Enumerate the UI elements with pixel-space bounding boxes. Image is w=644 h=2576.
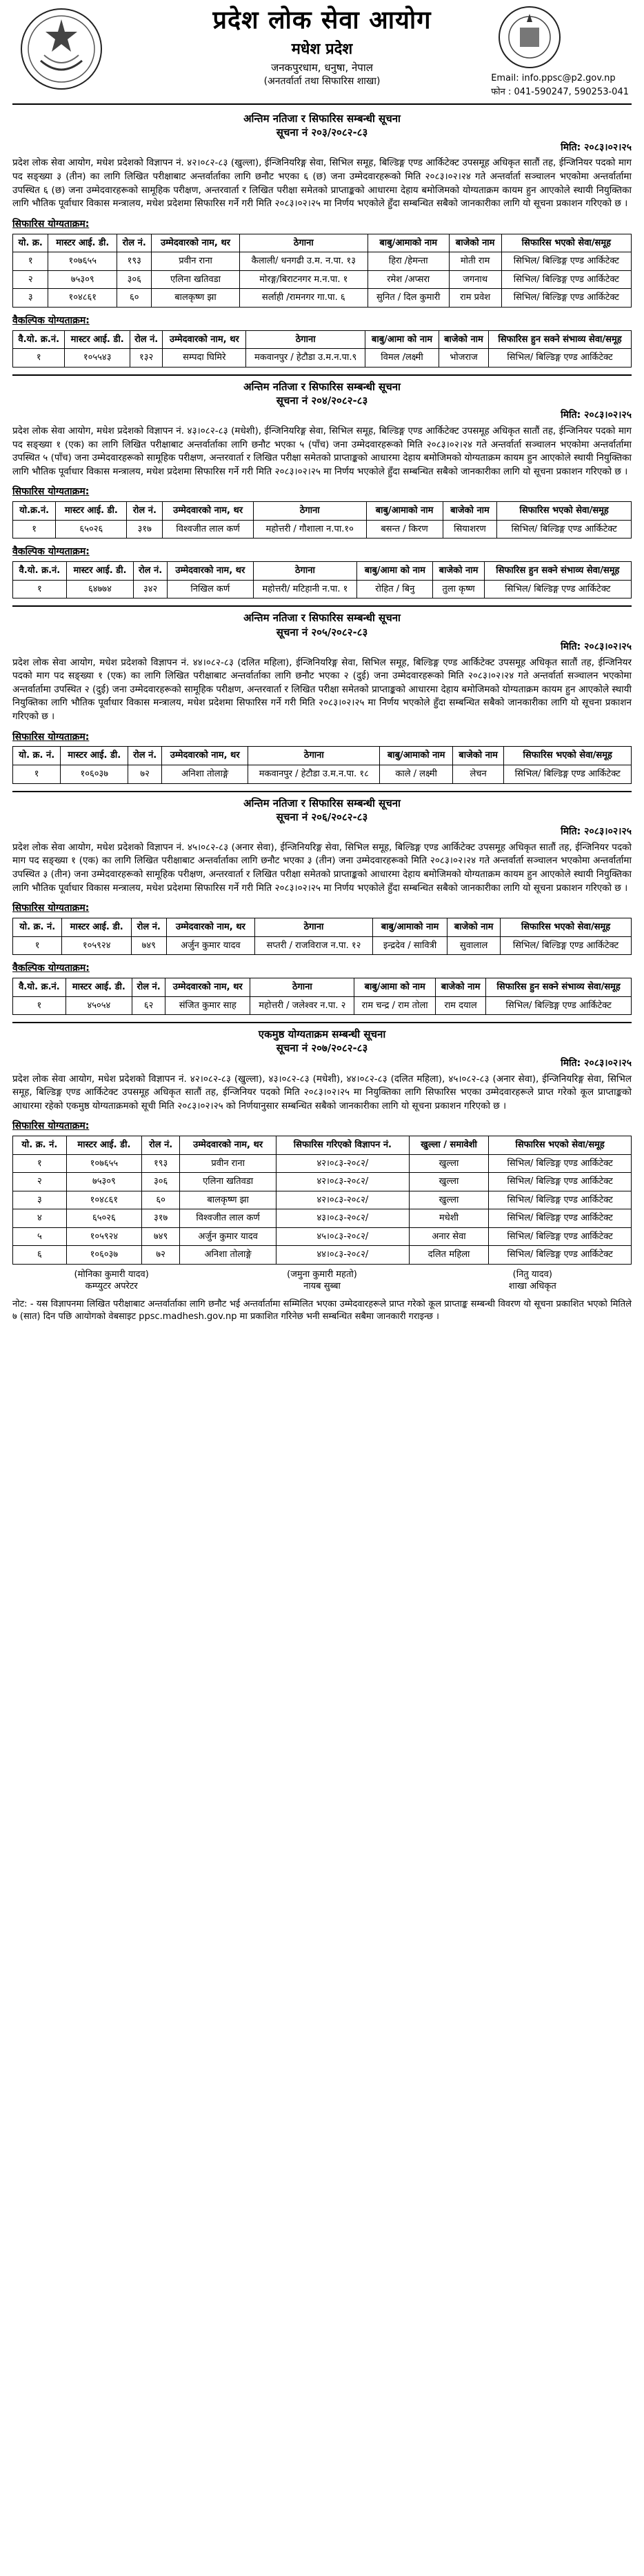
table-cell: मकवानपुर / हेटौडा उ.म.न.पा.९ <box>246 349 365 368</box>
notice-date: मिति: २०८३।०२।२५ <box>561 826 632 837</box>
notice-section <box>12 605 632 783</box>
signature-block <box>12 1269 632 1293</box>
table-cell: कैलाली/ धनगढी उ.म. न.पा. १३ <box>239 252 368 271</box>
results-table <box>12 501 632 539</box>
table-header-row <box>13 502 632 521</box>
table-cell: १ <box>13 1154 67 1173</box>
table-caption: वैकल्पिक योग्यताक्रम: <box>12 546 90 558</box>
table-cell: ३०६ <box>142 1173 180 1191</box>
table-cell: २ <box>13 270 48 289</box>
column-header: सिफारिस हुन सक्ने संभाव्य सेवा/समूह <box>486 978 632 997</box>
table-header-row <box>13 330 632 349</box>
table-header-row <box>13 918 632 937</box>
table-cell: राम दयाल <box>435 996 485 1015</box>
table-cell: ६५०२६ <box>56 520 127 539</box>
table-cell: १ <box>13 580 67 598</box>
table-cell: मधेशी <box>409 1209 489 1228</box>
table-cell: सिभिल/ बिल्डिङ्ग एण्ड आर्किटेक्ट <box>501 252 631 271</box>
column-header: बाबु/आमाको नाम <box>368 234 449 252</box>
table-cell: १ <box>13 349 65 368</box>
column-header: रोल नं. <box>134 562 168 581</box>
table-cell: जगनाथ <box>449 270 501 289</box>
table-cell: ३ <box>13 1191 67 1209</box>
column-header: यो. क्र. नं. <box>13 1136 67 1155</box>
table-cell: २ <box>13 1173 67 1191</box>
column-header: ठेगाना <box>248 747 380 765</box>
table-caption: सिफारिस योग्यताक्रम: <box>12 218 90 230</box>
table-cell: १०४८६१ <box>48 289 117 308</box>
column-header: रोल नं. <box>142 1136 180 1155</box>
table-cell: ४२।०८३-२०८२/ <box>276 1154 410 1173</box>
table-cell: सिभिल/ बिल्डिङ्ग एण्ड आर्किटेक्ट <box>489 1191 632 1209</box>
column-header: ठेगाना <box>246 330 365 349</box>
column-header: बाजेको नाम <box>452 747 504 765</box>
table-cell: एलिना खतिवडा <box>180 1173 276 1191</box>
province-name: मधेश प्रदेश <box>291 40 353 58</box>
table-row <box>13 1191 632 1209</box>
table-cell: सिभिल/ बिल्डिङ्ग एण्ड आर्किटेक्ट <box>489 1227 632 1246</box>
column-header: उम्मेदवारको नाम, थर <box>166 918 255 937</box>
column-header: मास्टर आई. डी. <box>61 747 128 765</box>
column-header: रोल नं. <box>132 978 165 997</box>
table-cell: अर्जुन कुमार यादव <box>166 936 255 955</box>
table-cell: १ <box>13 936 62 955</box>
column-header: ठेगाना <box>253 562 357 581</box>
table-cell: ५ <box>13 1227 67 1246</box>
org-name: प्रदेश लोक सेवा आयोग <box>212 6 432 34</box>
notice-date: मिति: २०८३।०२।२५ <box>561 141 632 153</box>
notice-section <box>12 374 632 599</box>
table-cell: ६२ <box>132 996 165 1015</box>
notice-number: सूचना नं २०६/२०८२-८३ <box>276 810 368 823</box>
table-row <box>13 349 632 368</box>
letterhead <box>12 0 632 105</box>
table-cell: ६४७७४ <box>66 580 133 598</box>
column-header: बाजेको नाम <box>439 330 488 349</box>
column-header: रोल नं. <box>128 747 162 765</box>
table-row <box>13 580 632 598</box>
table-row <box>13 936 632 955</box>
table-cell: १०७६५५ <box>66 1154 142 1173</box>
notice-title: अन्तिम नतिजा र सिफारिस सम्बन्धी सूचना <box>243 796 401 809</box>
table-cell: बसन्त / किरण <box>366 520 443 539</box>
table-cell: १ <box>13 252 48 271</box>
table-cell: ७२ <box>142 1246 180 1265</box>
column-header: उम्मेदवारको नाम, थर <box>163 330 246 349</box>
table-cell: मोरङ्ग/बिराटनगर म.न.पा. १ <box>239 270 368 289</box>
results-table <box>12 918 632 955</box>
column-header: यो. क्र. नं. <box>13 747 61 765</box>
table-cell: तुला कृष्ण <box>433 580 484 598</box>
table-cell: सिभिल/ बिल्डिङ्ग एण्ड आर्किटेक्ट <box>501 270 631 289</box>
table-cell: ७४९ <box>142 1227 180 1246</box>
table-cell: सिभिल/ बिल्डिङ्ग एण्ड आर्किटेक्ट <box>486 996 632 1015</box>
section-divider <box>12 605 632 607</box>
table-cell: खुल्ला <box>409 1154 489 1173</box>
table-cell: विश्वजीत लाल कर्ण <box>163 520 254 539</box>
table-header-row <box>13 1136 632 1155</box>
table-cell: महोत्तरी / गौशाला न.पा.१० <box>254 520 367 539</box>
results-table <box>12 561 632 598</box>
table-cell: १०५५४३ <box>65 349 130 368</box>
table-cell: सिभिल/ बिल्डिङ्ग एण्ड आर्किटेक्ट <box>501 936 632 955</box>
column-header: सिफारिस भएको सेवा/समूह <box>504 747 632 765</box>
table-cell: ४२।०८३-२०८२/ <box>276 1173 410 1191</box>
table-header-row <box>13 747 632 765</box>
table-cell: सुनित / दिल कुमारी <box>368 289 449 308</box>
table-cell: १९३ <box>117 252 152 271</box>
table-cell: ६५०२६ <box>66 1209 142 1228</box>
column-header: बाबु/आमा को नाम <box>354 978 435 997</box>
column-header: उम्मेदवारको नाम, थर <box>152 234 240 252</box>
column-header: ठेगाना <box>250 978 354 997</box>
table-cell: सर्लाही /रामनगर गा.पा. ६ <box>239 289 368 308</box>
table-cell: राम प्रवेश <box>449 289 501 308</box>
signature-name: (नितु यादव) <box>512 1269 552 1280</box>
signature-3 <box>434 1269 632 1293</box>
column-header: बाबु/आमाको नाम <box>380 747 452 765</box>
column-header: बाजेको नाम <box>433 562 484 581</box>
table-cell: हिरा /हेमन्ता <box>368 252 449 271</box>
notice-date: मिति: २०८३।०२।२५ <box>561 1057 632 1069</box>
table-cell: १०६०३७ <box>66 1246 142 1265</box>
table-cell: ३ <box>13 289 48 308</box>
org-address: जनकपुरधाम, धनुषा, नेपाल <box>271 61 373 74</box>
table-caption: वैकल्पिक योग्यताक्रम: <box>12 314 90 326</box>
signature-name: (जमुना कुमारी महतो) <box>287 1269 357 1280</box>
table-cell: १ <box>13 996 66 1015</box>
column-header: रोल नं. <box>130 330 162 349</box>
notice-body: प्रदेश लोक सेवा आयोग, मधेश प्रदेशको विज्ञापन नं. ४२।०८२-८३ (खुल्ला), ईन्जिनियरिङ्ग सेवा, सिभिल समूह, बिल्डिङ्ग एण्ड आर्किटेक्ट उपसमूह अधिकृत सातौं तह, ईन्जिनियर पदको माग पद सङ्ख्या ३ (तीन) का लागि लिखित परीक्षाबाट अन्तर्वार्ताका लागि छनौट भएका ६ (छ) जना उम्मेदवारहरूको मिति २०८३।०२।२४ गते अन्तर्वार्ता सञ्चालन भएकोमा अन्तर्वार्तामा उपस्थित ६ (छ) जना उम्मेदवारहरूको सामूहिक परीक्षण, अन्तरवार्ता र लिखित परीक्षा समेतको प्राप्ताङ्कको आधारमा देहाय बमोजिमको योग्यताक्रम कायम हुन आएकोले स्थायी नियुक्तिका लागि भौतिक पूर्वाधार विकास मन्त्रालय, मधेश प्रदेशमा सिफारिस गर्ने गरी मिति २०८३।०२।२५ मा निर्णय भएकोले हुँदा सम्बन्धित सबैको जानकारीका लागि यो सूचना प्रकाशन गरिएको छ । <box>12 157 632 210</box>
table-cell: भोजराज <box>439 349 488 368</box>
table-cell: अनार सेवा <box>409 1227 489 1246</box>
table-row <box>13 996 632 1015</box>
column-header: ठेगाना <box>255 918 373 937</box>
column-header: सिफारिस भएको सेवा/समूह <box>501 234 631 252</box>
column-header: बाबु/आमा को नाम <box>357 562 433 581</box>
table-row <box>13 289 632 308</box>
table-cell: १०५९२४ <box>66 1227 142 1246</box>
column-header: सिफारिस भएको सेवा/समूह <box>497 502 632 521</box>
table-cell: संजित कुमार साह <box>165 996 250 1015</box>
column-header: बाजेको नाम <box>443 502 497 521</box>
column-header: यो.क्र.नं. <box>13 502 56 521</box>
column-header: मास्टर आई. डी. <box>66 978 132 997</box>
table-row <box>13 1227 632 1246</box>
phone-text: फोन : 041-590247, 590253-041 <box>491 86 629 97</box>
table-cell: अनिशा तोलाङ्गे <box>180 1246 276 1265</box>
email-text[interactable]: Email: info.ppsc@p2.gov.np <box>491 73 616 83</box>
table-cell: निखिल कर्ण <box>168 580 254 598</box>
column-header: उम्मेदवारको नाम, थर <box>163 502 254 521</box>
table-row <box>13 1154 632 1173</box>
notice-title: अन्तिम नतिजा र सिफारिस सम्बन्धी सूचना <box>243 380 401 393</box>
table-cell: इन्द्रदेव / सावित्री <box>372 936 447 955</box>
notice-body: प्रदेश लोक सेवा आयोग, मधेश प्रदेशको विज्ञापन नं. ४४।०८२-८३ (दलित महिला), ईन्जिनियरिङ्ग सेवा, सिभिल समूह, बिल्डिङ्ग एण्ड आर्किटेक्ट उपसमूह अधिकृत सातौं तह, ईन्जिनियर पदको माग पद सङ्ख्या १ (एक) का लागि लिखित परीक्षाबाट अन्तर्वार्ताका लागि छनौट भएका २ (दुई) जना उम्मेदवारहरूको मिति २०८३।०२।२४ गते अन्तर्वार्ता सञ्चालन भएकोमा अन्तर्वार्तामा उपस्थित २ (दुई) जना उम्मेदवारहरूको सामूहिक परीक्षण, अन्तरवार्ता र लिखित परीक्षा समेतको प्राप्ताङ्कको आधारमा देहाय बमोजिमको योग्यताक्रम कायम हुन आएकोले स्थायी नियुक्तिका लागि भौतिक पूर्वाधार विकास मन्त्रालय, मधेश प्रदेशमा सिफारिस गर्ने गरी मिति २०८३।०२।२५ मा निर्णय भएकोले हुँदा सम्बन्धित सबैको जानकारीका लागि यो सूचना प्रकाशन गरिएको छ । <box>12 656 632 722</box>
table-cell: १९३ <box>142 1154 180 1173</box>
table-caption: सिफारिस योग्यताक्रम: <box>12 486 90 498</box>
column-header: वै.यो. क्र.नं. <box>13 978 66 997</box>
column-header: उम्मेदवारको नाम, थर <box>168 562 254 581</box>
signature-role: शाखा अधिकृत <box>508 1281 556 1292</box>
signature-name: (मोनिका कुमारी यादव) <box>74 1269 149 1280</box>
section-divider <box>12 374 632 376</box>
column-header: मास्टर आई. डी. <box>56 502 127 521</box>
table-cell: रोहित / बिनु <box>357 580 433 598</box>
table-cell: १०६०३७ <box>61 765 128 783</box>
table-cell: महोत्तरी / जलेश्वर न.पा. २ <box>250 996 354 1015</box>
column-header: बाजेको नाम <box>447 918 501 937</box>
column-header: बाबु/आमाको नाम <box>372 918 447 937</box>
notice-body: प्रदेश लोक सेवा आयोग, मधेश प्रदेशको विज्ञापन नं. ४५।०८२-८३ (अनार सेवा), ईन्जिनियरिङ्ग सेवा, सिभिल समूह, बिल्डिङ्ग एण्ड आर्किटेक्ट उपसमूह अधिकृत सातौं तह, ईन्जिनियर पदको माग पद सङ्ख्या १ (एक) का लागि लिखित परीक्षाबाट अन्तर्वार्ताका लागि छनौट भएका ३ (तीन) जना उम्मेदवारहरूको मिति २०८३।०२।२४ गते अन्तर्वार्ता सञ्चालन भएकोमा अन्तर्वार्तामा उपस्थित ३ (तीन) जना उम्मेदवारहरूको सामूहिक परीक्षण, अन्तरवार्ता र लिखित परीक्षा समेतको प्राप्ताङ्कको आधारमा देहाय बमोजिमको योग्यताक्रम कायम हुन आएकोले स्थायी नियुक्तिका लागि भौतिक पूर्वाधार विकास मन्त्रालय, मधेश प्रदेशमा सिफारिस गर्ने गरी मिति २०८३।०२।२५ मा निर्णय भएकोले हुँदा सम्बन्धित सबैको जानकारीका लागि यो सूचना प्रकाशन गरिएको छ । <box>12 841 632 894</box>
table-cell: अनिशा तोलाङ्गे <box>162 765 248 783</box>
table-cell: १ <box>13 765 61 783</box>
results-table <box>12 330 632 368</box>
column-header: वै.यो. क्र.नं. <box>13 330 65 349</box>
column-header: रोल नं. <box>117 234 152 252</box>
column-header: सिफारिस भएको सेवा/समूह <box>501 918 632 937</box>
notice-number: सूचना नं २०४/२०८२-८३ <box>276 394 368 407</box>
table-cell: ७२ <box>128 765 162 783</box>
column-header: ठेगाना <box>239 234 368 252</box>
table-cell: सुवालाल <box>447 936 501 955</box>
table-cell: विश्वजीत लाल कर्ण <box>180 1209 276 1228</box>
table-row <box>13 270 632 289</box>
table-cell: सिभिल/ बिल्डिङ्ग एण्ड आर्किटेक्ट <box>501 289 631 308</box>
table-header-row <box>13 562 632 581</box>
table-cell: अर्जुन कुमार यादव <box>180 1227 276 1246</box>
column-header: बाबु/आमाको नाम <box>366 502 443 521</box>
table-cell: ३१७ <box>127 520 163 539</box>
table-cell: काले / लक्ष्मी <box>380 765 452 783</box>
table-cell: ४३।०८३-२०८२/ <box>276 1209 410 1228</box>
table-cell: ७४९ <box>132 936 167 955</box>
column-header: उम्मेदवारको नाम, थर <box>180 1136 276 1155</box>
table-cell: ४२।०८३-२०८२/ <box>276 1191 410 1209</box>
table-caption: सिफारिस योग्यताक्रम: <box>12 903 90 914</box>
table-cell: ६ <box>13 1246 67 1265</box>
column-header: यो. क्र. नं. <box>13 918 62 937</box>
table-cell: ३०६ <box>117 270 152 289</box>
column-header: मास्टर आई. डी. <box>48 234 117 252</box>
table-cell: सप्तरी / राजविराज न.पा. १२ <box>255 936 373 955</box>
table-row <box>13 1173 632 1191</box>
footer-note: नोट: - यस विज्ञापनमा लिखित परीक्षाबाट अन्तर्वार्ताका लागि छनौट भई अन्तर्वार्तामा सम्मिलित भएका उम्मेदवारहरूले प्राप्त गरेको कूल प्राप्ताङ्क सम्बन्धी विवरण यो सूचना प्रकाशित भएको मितिले ७ (सात) दिन पछि आयोगको वेबसाइट ppsc.madhesh.gov.np मा प्रकाशित गरिनेछ भनी सम्बन्धित सबैमा जानकारी गराइन्छ । <box>12 1299 632 1322</box>
notice-number: सूचना नं २०७/२०८२-८३ <box>276 1042 368 1055</box>
table-cell: सिभिल/ बिल्डिङ्ग एण्ड आर्किटेक्ट <box>489 1209 632 1228</box>
section-divider <box>12 1022 632 1023</box>
notice-section <box>12 791 632 1016</box>
table-row <box>13 1246 632 1265</box>
table-row <box>13 252 632 271</box>
results-table <box>12 746 632 783</box>
notice-body: प्रदेश लोक सेवा आयोग, मधेश प्रदेशको विज्ञापन नं. ४३।०८२-८३ (मधेशी), ईन्जिनियरिङ्ग सेवा, सिभिल समूह, बिल्डिङ्ग एण्ड आर्किटेक्ट उपसमूह अधिकृत सातौं तह, ईन्जिनियर पदको माग पद सङ्ख्या १ (एक) का लागि लिखित परीक्षाबाट अन्तर्वार्ताका लागि छनौट भएका ५ (पाँच) जना उम्मेदवारहरूको मिति २०८३।०२।२४ गते अन्तर्वार्ता सञ्चालन भएकोमा अन्तर्वार्तामा उपस्थित ५ (पाँच) जना उम्मेदवारहरूको सामूहिक परीक्षण, अन्तरवार्ता र लिखित परीक्षा समेतको प्राप्ताङ्कको आधारमा देहाय बमोजिमको योग्यताक्रम कायम हुन आएकोले स्थायी नियुक्तिका लागि भौतिक पूर्वाधार विकास मन्त्रालय, मधेश प्रदेशमा सिफारिस गर्ने गरी मिति २०८३।०२।२५ मा निर्णय भएकोले हुँदा सम्बन्धित सबैको जानकारीका लागि यो सूचना प्रकाशन गरिएको छ । <box>12 425 632 477</box>
table-cell: महोत्तरी/ मटिहानी न.पा. १ <box>253 580 357 598</box>
table-cell: १३२ <box>130 349 162 368</box>
table-cell: मकवानपुर / हेटौडा उ.म.न.पा. १८ <box>248 765 380 783</box>
notice-body: प्रदेश लोक सेवा आयोग, मधेश प्रदेशको विज्ञापन नं. ४२।०८२-८३ (खुल्ला), ४३।०८२-८३ (मधेशी), ४४।०८२-८३ (दलित महिला), ४५।०८२-८३ (अनार सेवा), ईन्जिनियरिङ्ग सेवा, सिभिल समूह, बिल्डिङ्ग एण्ड आर्किटेक्ट उपसमूह अधिकृत सातौं तह, ईन्जिनियर पदको मिति २०८३।०२।२५ मा नियुक्तिका लागि सिफारिस भएका उम्मेदवारहरूले प्राप्त गरेको कूल प्राप्ताङ्कको आधारमा रहेको एकमुष्ठ योग्यताक्रमको सूची मिति २०८३।०२।२५ को निर्णयानुसार सम्बन्धित सबैको जानकारीका लागि यो सूचना प्रकाशन गरिएको छ । <box>12 1073 632 1111</box>
table-cell: १०७६५५ <box>48 252 117 271</box>
column-header: बाजेको नाम <box>435 978 485 997</box>
notices-container <box>12 112 632 1265</box>
table-caption: सिफारिस योग्यताक्रम: <box>12 1120 90 1132</box>
table-cell: दलित महिला <box>409 1246 489 1265</box>
results-table <box>12 234 632 308</box>
notice-date: मिति: २०८३।०२।२५ <box>561 641 632 652</box>
notice-title: अन्तिम नतिजा र सिफारिस सम्बन्धी सूचना <box>243 612 401 625</box>
table-cell: सिभिल/ बिल्डिङ्ग एण्ड आर्किटेक्ट <box>489 1154 632 1173</box>
table-cell: ४५०५४ <box>66 996 132 1015</box>
table-cell: सम्पदा घिमिरे <box>163 349 246 368</box>
table-cell: लेचन <box>452 765 504 783</box>
section-divider <box>12 791 632 792</box>
table-row <box>13 520 632 539</box>
column-header: सिफारिस भएको सेवा/समूह <box>489 1136 632 1155</box>
results-table <box>12 978 632 1015</box>
table-cell: सिभिल/ बिल्डिङ्ग एण्ड आर्किटेक्ट <box>489 349 632 368</box>
notice-title: एकमुष्ठ योग्यताक्रम सम्बन्धी सूचना <box>258 1028 386 1041</box>
table-cell: ७५३०९ <box>48 270 117 289</box>
column-header: मास्टर आई. डी. <box>62 918 132 937</box>
column-header: सिफारिस हुन सक्ने संभाव्य सेवा/समूह <box>489 330 632 349</box>
table-cell: ७५३०९ <box>66 1173 142 1191</box>
contact-block <box>491 72 629 99</box>
table-cell: सियाशरण <box>443 520 497 539</box>
column-header: रोल नं. <box>127 502 163 521</box>
column-header: मास्टर आई. डी. <box>66 562 133 581</box>
table-cell: १ <box>13 520 56 539</box>
table-cell: ४ <box>13 1209 67 1228</box>
table-cell: बालकृष्ण झा <box>180 1191 276 1209</box>
table-cell: राम चन्द्र / राम तोला <box>354 996 435 1015</box>
column-header: उम्मेदवारको नाम, थर <box>162 747 248 765</box>
table-cell: १०५९२४ <box>62 936 132 955</box>
commission-logo-icon <box>496 4 563 70</box>
notice-number: सूचना नं २०३/२०८२-८३ <box>276 126 368 139</box>
table-cell: एलिना खतिवडा <box>152 270 240 289</box>
signature-role: नायब सुब्बा <box>303 1281 341 1292</box>
table-cell: प्रवीन राना <box>180 1154 276 1173</box>
notice-section <box>12 112 632 368</box>
column-header: सिफारिस हुन सक्ने संभाव्य सेवा/समूह <box>484 562 631 581</box>
table-cell: १०४८६१ <box>66 1191 142 1209</box>
column-header: मास्टर आई. डी. <box>65 330 130 349</box>
notice-title: अन्तिम नतिजा र सिफारिस सम्बन्धी सूचना <box>243 112 401 125</box>
table-cell: ३४२ <box>134 580 168 598</box>
table-cell: विमल /लक्ष्मी <box>365 349 439 368</box>
column-header: मास्टर आई. डी. <box>66 1136 142 1155</box>
table-caption: सिफारिस योग्यताक्रम: <box>12 731 90 743</box>
branch-name: (अनतर्वार्ता तथा सिफारिस शाखा) <box>263 75 381 87</box>
table-row <box>13 765 632 783</box>
table-cell: सिभिल/ बिल्डिङ्ग एण्ड आर्किटेक्ट <box>504 765 632 783</box>
table-cell: खुल्ला <box>409 1191 489 1209</box>
table-caption: वैकल्पिक योग्यताक्रम: <box>12 963 90 974</box>
table-cell: रमेश /अप्सरा <box>368 270 449 289</box>
table-cell: सिभिल/ बिल्डिङ्ग एण्ड आर्किटेक्ट <box>489 1173 632 1191</box>
table-header-row <box>13 234 632 252</box>
results-table <box>12 1136 632 1265</box>
signature-2 <box>223 1269 421 1293</box>
table-cell: प्रवीन राना <box>152 252 240 271</box>
signature-role: कम्प्युटर अपरेटर <box>85 1281 138 1292</box>
notice-section <box>12 1022 632 1265</box>
table-cell: सिभिल/ बिल्डिङ्ग एण्ड आर्किटेक्ट <box>497 520 632 539</box>
table-cell: ३१७ <box>142 1209 180 1228</box>
table-cell: ६० <box>142 1191 180 1209</box>
table-cell: ६० <box>117 289 152 308</box>
column-header: वै.यो. क्र.नं. <box>13 562 67 581</box>
table-cell: सिभिल/ बिल्डिङ्ग एण्ड आर्किटेक्ट <box>484 580 631 598</box>
table-row <box>13 1209 632 1228</box>
table-cell: खुल्ला <box>409 1173 489 1191</box>
column-header: खुल्ला / समावेशी <box>409 1136 489 1155</box>
notice-number: सूचना नं २०५/२०८२-८३ <box>276 625 368 638</box>
column-header: बाबु/आमा को नाम <box>365 330 439 349</box>
notice-date: मिति: २०८३।०२।२५ <box>561 410 632 421</box>
column-header: रोल नं. <box>132 918 167 937</box>
table-cell: ४५।०८३-२०८२/ <box>276 1227 410 1246</box>
column-header: उम्मेदवारको नाम, थर <box>165 978 250 997</box>
table-cell: बालकृष्ण झा <box>152 289 240 308</box>
table-cell: ४४।०८३-२०८२/ <box>276 1246 410 1265</box>
table-header-row <box>13 978 632 997</box>
column-header: बाजेको नाम <box>449 234 501 252</box>
signature-1 <box>12 1269 210 1293</box>
column-header: यो. क्र. <box>13 234 48 252</box>
table-cell: मोती राम <box>449 252 501 271</box>
table-cell: सिभिल/ बिल्डिङ्ग एण्ड आर्किटेक्ट <box>489 1246 632 1265</box>
column-header: ठेगाना <box>254 502 367 521</box>
column-header: सिफारिस गरिएको विज्ञापन नं. <box>276 1136 410 1155</box>
